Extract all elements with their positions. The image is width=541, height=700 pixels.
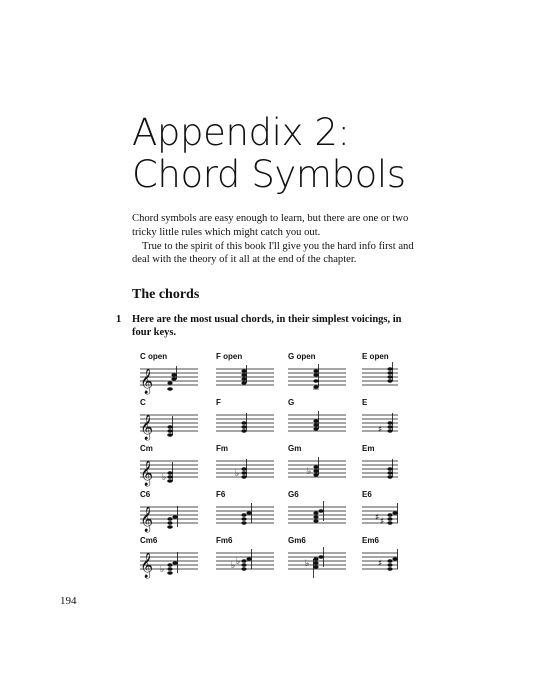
music-staff (362, 546, 422, 580)
sharp-icon: ♯ (378, 425, 383, 435)
music-staff (140, 362, 200, 396)
section-heading: The chords (132, 287, 200, 302)
chord-f-open (216, 352, 276, 398)
treble-clef-icon: 𝄞 (140, 369, 154, 394)
chord-label: Fm (216, 444, 228, 453)
intro-paragraph-2: True to the spirit of this book I'll give you the hard info first and deal with the theory of it all at the end of the chapter. (132, 240, 414, 266)
chord-cm6 (140, 536, 200, 582)
chord-label: G (288, 398, 295, 407)
chord-c6 (140, 490, 200, 536)
chord-label: E (362, 398, 368, 407)
sharp-icon: ♯ (378, 559, 383, 569)
chord-fm (216, 444, 276, 490)
chord-e-open (362, 352, 422, 398)
chord-label: Em6 (362, 536, 379, 545)
treble-clef-icon: 𝄞 (140, 415, 154, 440)
music-staff (288, 500, 348, 534)
music-staff (362, 362, 422, 396)
chord-label: F6 (216, 490, 226, 499)
music-staff (288, 408, 348, 442)
title-line-2: Chord Symbols (132, 153, 406, 196)
chord-label: C6 (140, 490, 151, 499)
flat-icon: ♭ (162, 473, 167, 483)
music-staff (216, 454, 276, 488)
chord-label: C (140, 398, 146, 407)
chord-f (216, 398, 276, 444)
sharp-icon: ♯ (380, 517, 385, 527)
chord-label: Em (362, 444, 375, 453)
flat-icon: ♭ (231, 561, 236, 571)
chord-label: Gm6 (288, 536, 306, 545)
page-title (132, 112, 492, 196)
intro-paragraph-1: Chord symbols are easy enough to learn, but there are one or two tricky little rules which might catch you out. (132, 213, 409, 238)
chord-gm (288, 444, 348, 490)
flat-icon: ♭ (236, 557, 241, 567)
chord-g (288, 398, 348, 444)
treble-clef-icon: 𝄞 (140, 461, 154, 486)
chord-label: E open (362, 352, 389, 361)
treble-clef-icon: 𝄞 (140, 553, 154, 578)
music-staff (288, 546, 348, 580)
chord-gm6 (288, 536, 348, 582)
music-staff (216, 408, 276, 442)
chord-label: Cm6 (140, 536, 158, 545)
music-staff (216, 546, 276, 580)
page-number: 194 (60, 595, 77, 607)
music-staff (362, 454, 422, 488)
music-staff (288, 454, 348, 488)
chord-g-open (288, 352, 348, 398)
sharp-icon: ♯ (375, 513, 380, 523)
chord-em (362, 444, 422, 490)
chord-fm6 (216, 536, 276, 582)
chord-label: G open (288, 352, 316, 361)
flat-icon: ♭ (305, 559, 310, 569)
treble-clef-icon: 𝄞 (140, 507, 154, 532)
chord-label: F (216, 398, 221, 407)
chord-cm (140, 444, 200, 490)
instruction-text: Here are the most usual chords, in their simplest voicings, in four keys. (132, 314, 402, 338)
intro-text (132, 212, 418, 267)
chord-label: C open (140, 352, 168, 361)
music-staff (140, 408, 200, 442)
music-staff (216, 362, 276, 396)
chord-label: G6 (288, 490, 299, 499)
flat-icon: ♭ (160, 565, 165, 575)
music-staff (140, 454, 200, 488)
chord-label: Cm (140, 444, 153, 453)
chord-label: E6 (362, 490, 372, 499)
chord-f6 (216, 490, 276, 536)
flat-icon: ♭ (307, 467, 312, 477)
chord-grid (140, 352, 400, 582)
music-staff (362, 500, 422, 534)
chord-em6 (362, 536, 422, 582)
chord-e6 (362, 490, 422, 536)
flat-icon: ♭ (235, 469, 240, 479)
music-staff (362, 408, 422, 442)
chord-label: Fm6 (216, 536, 233, 545)
chord-label: Gm (288, 444, 302, 453)
instruction-item (116, 313, 416, 339)
instruction-number: 1 (116, 314, 122, 325)
music-staff (140, 500, 200, 534)
title-line-1: Appendix 2: (132, 111, 350, 154)
music-staff (140, 546, 200, 580)
chord-e (362, 398, 422, 444)
chord-c (140, 398, 200, 444)
music-staff (288, 362, 348, 396)
chord-label: F open (216, 352, 243, 361)
music-staff (216, 500, 276, 534)
chord-g6 (288, 490, 348, 536)
chord-c-open (140, 352, 200, 398)
